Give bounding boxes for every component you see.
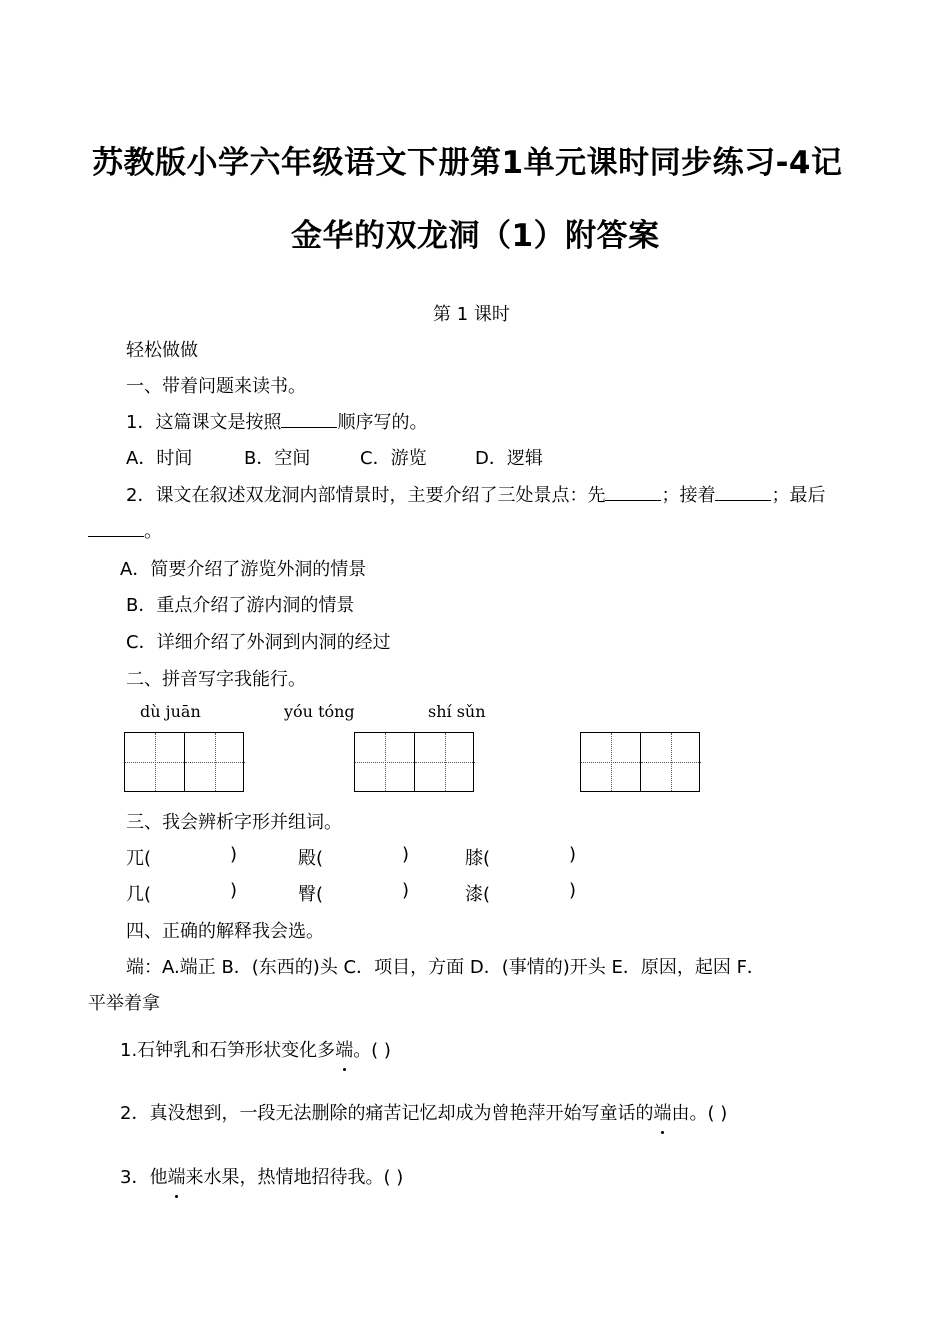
q2-option-b: B．重点介绍了游内洞的情景 — [126, 595, 355, 616]
char-5-open: 臀( — [298, 884, 324, 905]
q1-line — [126, 408, 427, 434]
sentence-3 — [120, 1163, 403, 1189]
q1-option-c: C．游览 — [360, 448, 427, 469]
doc-title-line2: 金华的双龙洞（1）附答案 — [291, 218, 660, 254]
char-4-close: ) — [230, 880, 238, 901]
writing-grid-1[interactable] — [124, 732, 244, 792]
char-1-close: ) — [230, 844, 238, 865]
q1-prefix: 1．这篇课文是按照 — [126, 412, 282, 433]
sentence-2 — [120, 1099, 727, 1125]
q2-part-a: 2．课文在叙述双龙洞内部情景时，主要介绍了三处景点：先 — [126, 485, 606, 506]
part1-heading: 一、带着问题来读书。 — [126, 376, 306, 397]
q2-line — [126, 481, 825, 507]
sentence-1 — [120, 1036, 391, 1062]
char-5-close: ) — [402, 880, 410, 901]
q2-blank-1[interactable] — [605, 486, 661, 501]
sentence-3-answer[interactable]: 来水果，热情地招待我。( ) — [185, 1167, 404, 1188]
q2-part-c: ；最后 — [771, 485, 826, 506]
q2-end: 。 — [144, 521, 162, 542]
pinyin-2: yóu tóng — [284, 702, 355, 721]
q2-blank-2[interactable] — [715, 486, 771, 501]
doc-title-line1: 苏教版小学六年级语文下册第1单元课时同步练习-4记 — [92, 145, 843, 181]
definitions-line: 端：A.端正 B．(东西的)头 C．项目，方面 D．(事情的)开头 E．原因，起因 F． — [126, 957, 765, 978]
emphasis-char: 端 — [653, 1099, 671, 1125]
q2-part-b: ；接着 — [661, 485, 716, 506]
writing-grid-3[interactable] — [580, 732, 700, 792]
pinyin-3: shí sǔn — [428, 702, 486, 721]
definitions-line-cont: 平举着拿 — [88, 993, 160, 1014]
part4-heading: 四、正确的解释我会选。 — [126, 921, 324, 942]
char-2-open: 殿( — [298, 848, 324, 869]
sentence-2-answer[interactable]: 由。( ) — [671, 1103, 728, 1124]
char-6-close: ) — [569, 880, 577, 901]
char-1-open: 兀( — [126, 848, 152, 869]
emphasis-char: 端 — [167, 1163, 185, 1189]
sentence-3-text: 3．他 — [120, 1167, 168, 1188]
q2-option-c: C．详细介绍了外洞到内洞的经过 — [126, 632, 391, 653]
char-4-open: 几( — [126, 884, 152, 905]
q1-option-b: B．空间 — [244, 448, 311, 469]
char-3-open: 膝( — [465, 848, 491, 869]
section-easy: 轻松做做 — [126, 340, 198, 361]
q2-blank-3[interactable] — [88, 522, 144, 537]
q1-suffix: 顺序写的。 — [337, 412, 428, 433]
pinyin-1: dù juān — [140, 702, 201, 721]
writing-grid-2[interactable] — [354, 732, 474, 792]
char-6-open: 漆( — [465, 884, 491, 905]
sentence-1-answer[interactable]: 。( ) — [353, 1040, 391, 1061]
char-2-close: ) — [402, 844, 410, 865]
q2-option-a: A．简要介绍了游览外洞的情景 — [120, 559, 367, 580]
sentence-1-text: 1.石钟乳和石笋形状变化多 — [120, 1040, 336, 1061]
sentence-2-text: 2．真没想到，一段无法删除的痛苦记忆却成为曾艳萍开始写童话的 — [120, 1103, 654, 1124]
q1-blank[interactable] — [281, 413, 337, 428]
char-3-close: ) — [569, 844, 577, 865]
q2-line-cont — [88, 517, 162, 543]
q1-option-a: A．时间 — [126, 448, 193, 469]
emphasis-char: 端 — [335, 1036, 353, 1062]
part3-heading: 三、我会辨析字形并组词。 — [126, 812, 342, 833]
part2-heading: 二、拼音写字我能行。 — [126, 669, 306, 690]
lesson-label: 第 1 课时 — [433, 304, 510, 325]
q1-option-d: D．逻辑 — [475, 448, 543, 469]
